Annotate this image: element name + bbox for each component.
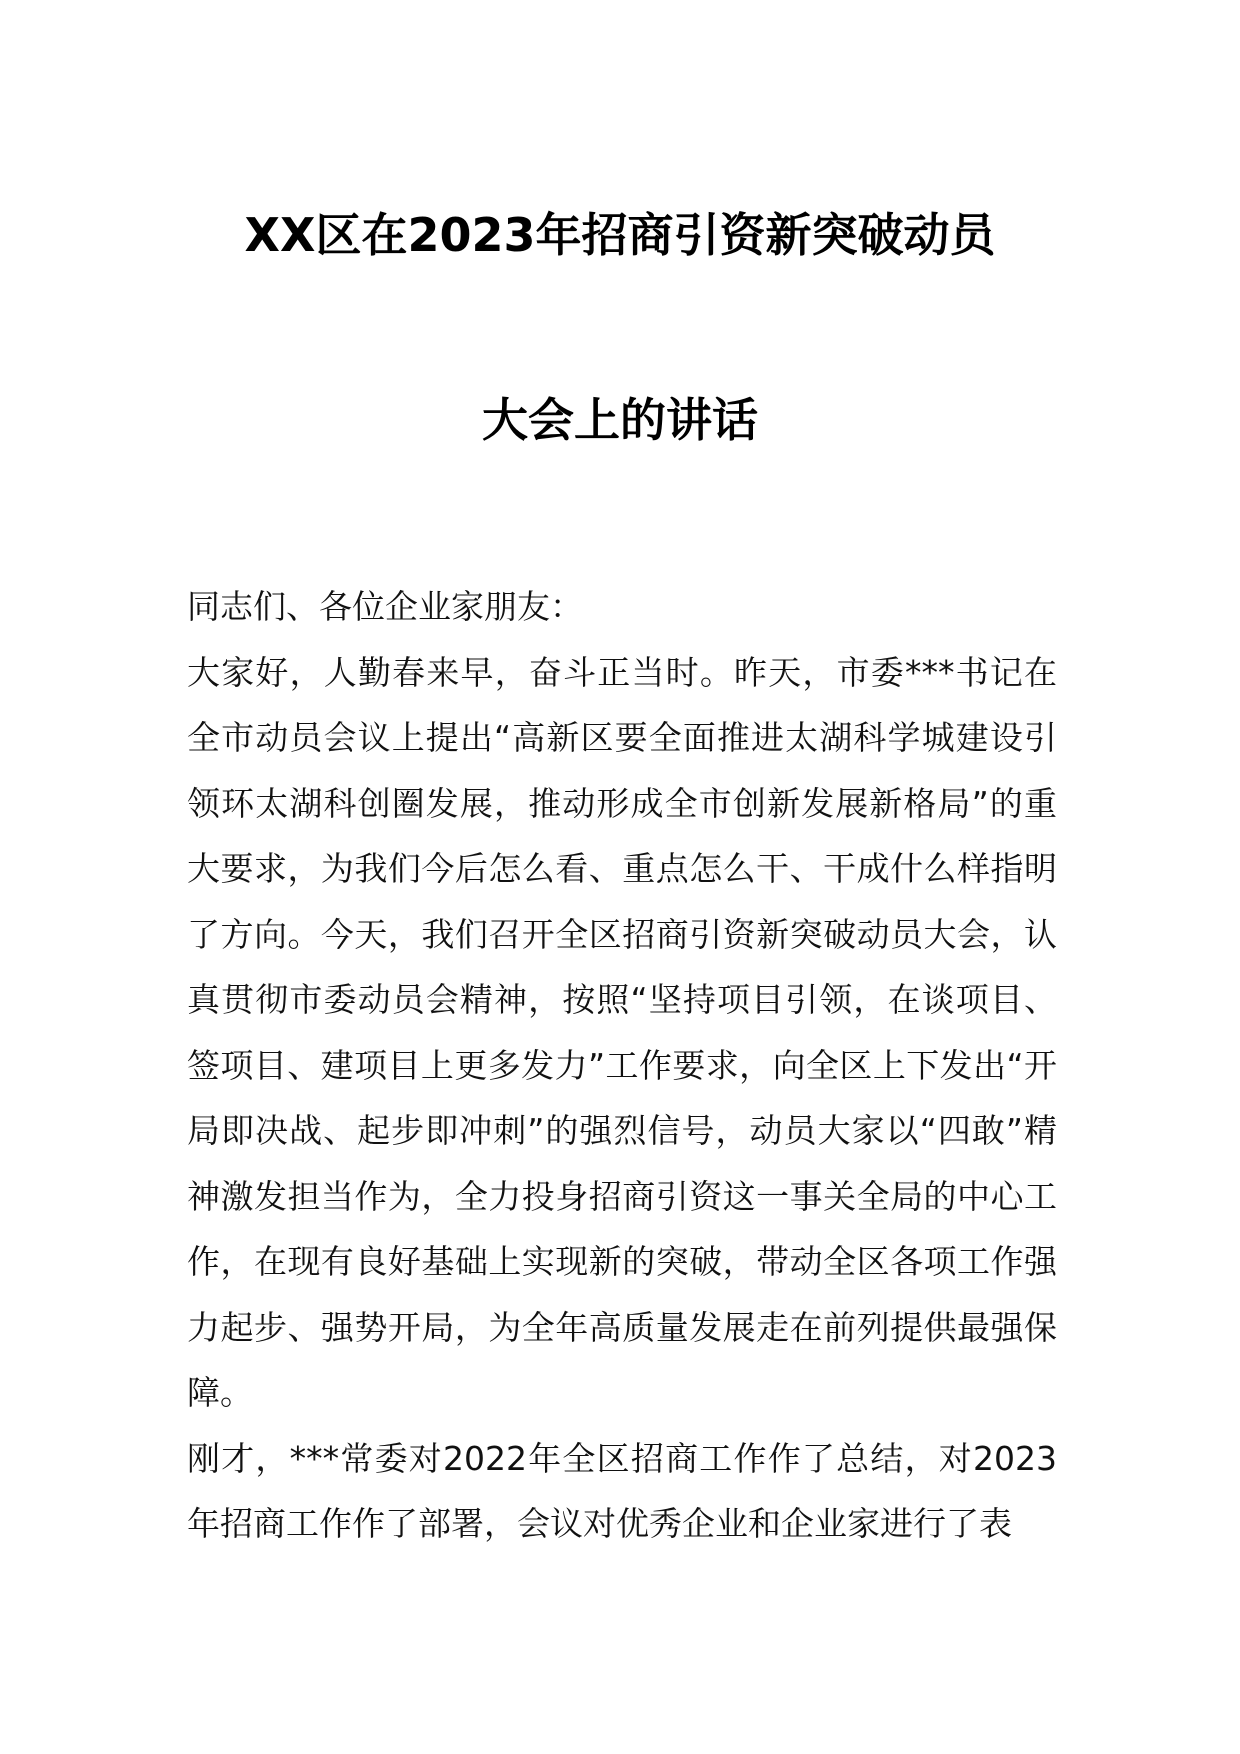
paragraph-1: 大家好，人勤春来早，奋斗正当时。昨天，市委***书记在全市动员会议上提出“高新区要全面推进太湖科学城建设引领环太湖科创圈发展，推动形成全市创新发展新格局”的重大要求，为我们今后怎么看、重点怎么干、干成什么样指明了方向。今天，我们召开全区招商引资新突破动员大会，认真贯彻市委动员会精神，按照“坚持项目引领，在谈项目、签项目、建项目上更多发力”工作要求，向全区上下发出“开局即决战、起步即冲刺”的强烈信号，动员大家以“四敢”精神激发担当作为，全力投身招商引资这一事关全局的中心工作，在现有良好基础上实现新的突破，带动全区各项工作强力起步、强势开局，为全年高质量发展走在前列提供最强保障。 [187, 652, 1057, 1412]
paragraph-2: 刚才，***常委对2022年全区招商工作作了总结，对2023年招商工作作了部署，会议对优秀企业和企业家进行了表 [187, 1438, 1057, 1543]
document-title-line-1: XX区在2023年招商引资新突破动员 [244, 208, 996, 262]
document-body [187, 574, 1057, 1557]
salutation: 同志们、各位企业家朋友： [187, 587, 583, 626]
document-title-line-2: 大会上的讲话 [482, 393, 758, 447]
